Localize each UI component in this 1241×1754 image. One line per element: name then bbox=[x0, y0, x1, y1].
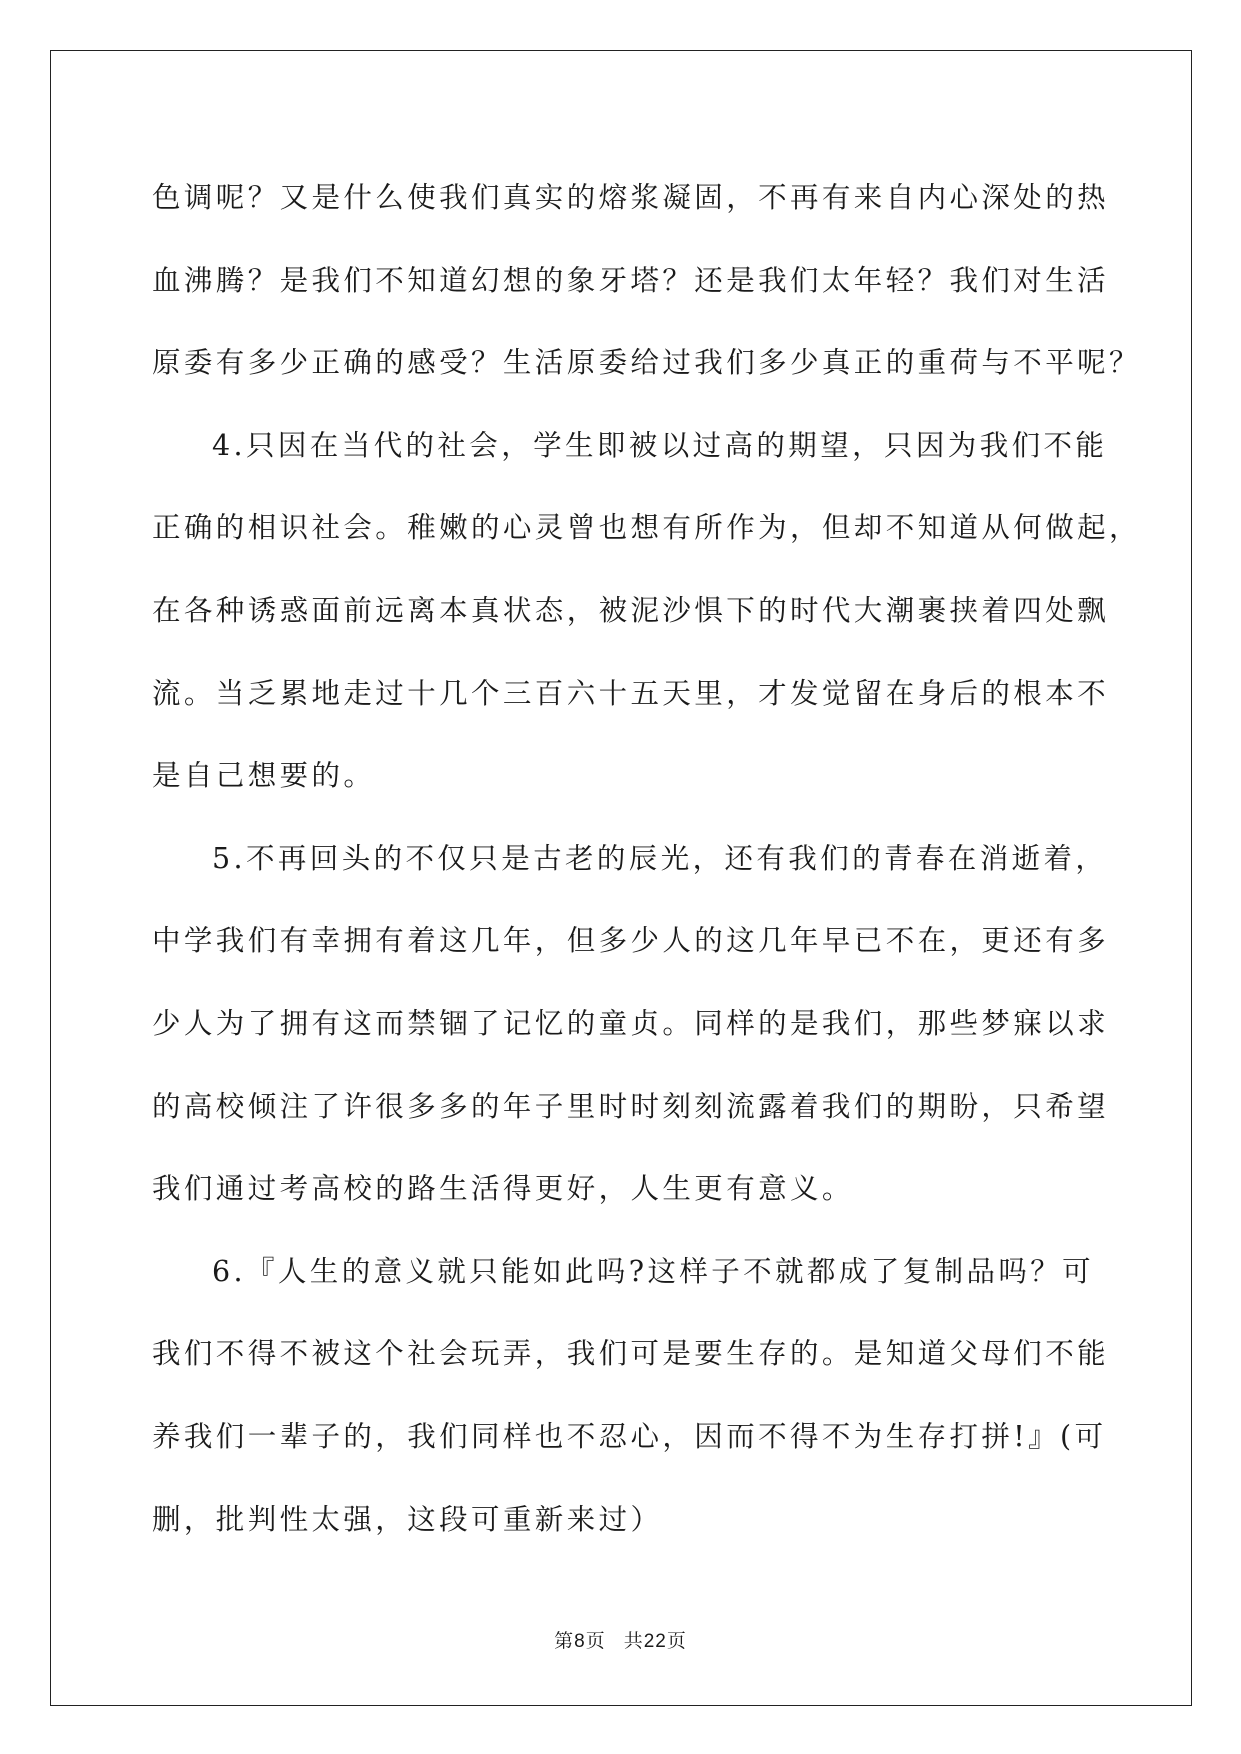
text-line: 血沸腾？是我们不知道幻想的象牙塔？还是我们太年轻？我们对生活 bbox=[152, 263, 1110, 297]
total-prefix: 共 bbox=[623, 1630, 644, 1652]
paragraph-5 bbox=[152, 818, 1110, 1231]
text-line: 在各种诱惑面前远离本真状态，被泥沙惧下的时代大潮裹挟着四处飘 bbox=[152, 593, 1110, 627]
total-suffix: 页 bbox=[666, 1630, 687, 1652]
text-line: 养我们一辈子的，我们同样也不忍心，因而不得不为生存打拼!』(可 bbox=[152, 1419, 1107, 1453]
text-line: 4.只因在当代的社会，学生即被以过高的期望，只因为我们不能 bbox=[212, 428, 1108, 462]
total-pages: 22 bbox=[643, 1631, 667, 1652]
text-line: 流。当乏累地走过十几个三百六十五天里，才发觉留在身后的根本不 bbox=[152, 676, 1110, 710]
page-number: 8 bbox=[574, 1631, 586, 1652]
text-line: 我们通过考高校的路生活得更好，人生更有意义。 bbox=[152, 1172, 854, 1206]
text-line: 的高校倾注了许很多多的年子里时时刻刻流露着我们的期盼，只希望 bbox=[152, 1089, 1110, 1123]
text-line: 中学我们有幸拥有着这几年，但多少人的这几年早已不在，更还有多 bbox=[152, 924, 1110, 958]
text-line: 我们不得不被这个社会玩弄，我们可是要生存的。是知道父母们不能 bbox=[152, 1337, 1110, 1371]
page-suffix: 页 bbox=[585, 1630, 606, 1652]
text-line: 色调呢？又是什么使我们真实的熔浆凝固，不再有来自内心深处的热 bbox=[152, 181, 1110, 214]
paragraph-continuation bbox=[152, 157, 1141, 405]
text-line: 原委有多少正确的感受？生活原委给过我们多少真正的重荷与不平呢？ bbox=[152, 346, 1141, 380]
paragraph-6 bbox=[152, 1231, 1110, 1561]
page-footer bbox=[0, 1626, 1241, 1653]
document-body bbox=[152, 157, 1141, 1561]
text-line: 正确的相识社会。稚嫩的心灵曾也想有所作为，但却不知道从何做起， bbox=[152, 511, 1141, 545]
paragraph-4 bbox=[152, 405, 1141, 818]
text-line: 少人为了拥有这而禁锢了记忆的童贞。同样的是我们，那些梦寐以求 bbox=[152, 1006, 1110, 1040]
text-line: 是自己想要的。 bbox=[152, 759, 376, 793]
text-line: 5.不再回头的不仅只是古老的辰光，还有我们的青春在消逝着， bbox=[212, 841, 1108, 875]
text-line: 删，批判性太强，这段可重新来过） bbox=[152, 1502, 663, 1536]
page-prefix: 第 bbox=[554, 1630, 575, 1652]
text-line: 6.『人生的意义就只能如此吗?这样子不就都成了复制品吗？可 bbox=[212, 1254, 1095, 1288]
